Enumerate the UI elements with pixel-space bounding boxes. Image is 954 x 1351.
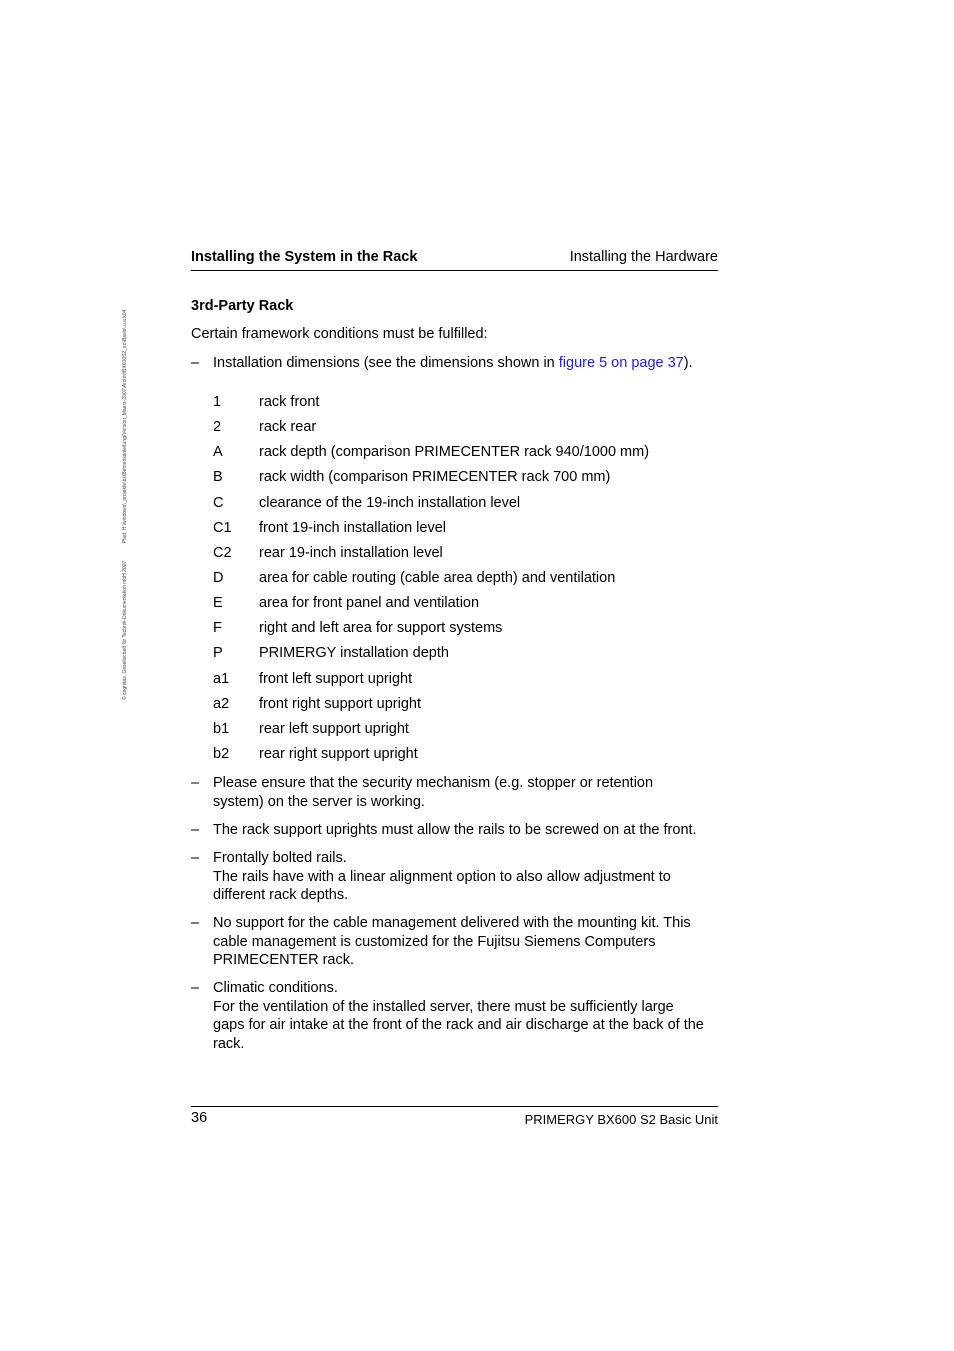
bullet-item (191, 979, 731, 1053)
intro-paragraph: Certain framework conditions must be fulfilled: (191, 326, 488, 342)
bullet-dash: – (191, 980, 200, 996)
legend-description: front right support upright (259, 695, 422, 712)
bullet-line: gaps for air intake at the front of the rack and air discharge at the back of the (213, 1017, 704, 1033)
bullet-item (191, 914, 731, 970)
legend-row (213, 393, 718, 418)
legend-row (213, 418, 718, 443)
legend-row (213, 745, 718, 770)
bullet-text (213, 914, 731, 970)
header-chapter-title: Installing the System in the Rack (191, 249, 418, 265)
bullet-line: The rails have with a linear alignment option to also allow adjustment to (213, 868, 671, 885)
legend-description: rack rear (259, 419, 317, 436)
header-section-title: Installing the Hardware (569, 249, 718, 265)
legend-description: area for front panel and ventilation (259, 595, 480, 612)
legend-row (213, 644, 718, 669)
file-path-note: Pfad: H:\windows\_projekte\bx\Betriebsanleitung\Version_Maerz-2007\Archiv\BX600S2_en\Basis\.u.a.k04 (122, 309, 128, 544)
bullet-dash: – (191, 915, 200, 931)
bullet-text (213, 774, 731, 811)
side-margin-note (122, 240, 128, 700)
legend-key: E (213, 595, 223, 612)
bullet-line: different rack depths. (213, 887, 349, 903)
legend-description: rear left support upright (259, 720, 409, 737)
legend-key: C (213, 494, 224, 511)
legend-key: a1 (213, 670, 230, 687)
legend-description: rear 19-inch installation level (259, 544, 443, 561)
legend-key: C1 (213, 519, 232, 536)
bullet-line: rack. (213, 1035, 245, 1052)
page-header (191, 248, 718, 271)
legend-key: a2 (213, 695, 230, 712)
bullet-dash: – (191, 775, 200, 791)
legend-row (213, 468, 718, 493)
legend-key: b1 (213, 720, 230, 737)
legend-description: area for cable routing (cable area depth) and ventilation (259, 569, 616, 586)
bullet-line: For the ventilation of the installed server, there must be sufficiently large (213, 998, 674, 1015)
legend-description: rear right support upright (259, 745, 418, 762)
legend-row (213, 443, 718, 468)
legend-key: 2 (213, 419, 222, 436)
page-footer (191, 1106, 718, 1131)
legend-row (213, 695, 718, 720)
legend-key: C2 (213, 544, 232, 561)
legend-key: 1 (213, 394, 222, 410)
bullet-line: PRIMECENTER rack. (213, 952, 354, 968)
legend-description: clearance of the 19-inch installation level (259, 494, 521, 511)
bullet-line: system) on the server is working. (213, 793, 425, 810)
bullet-item (191, 849, 731, 905)
product-name: PRIMERGY BX600 S2 Basic Unit (524, 1112, 718, 1127)
bullet-installation-dimensions (191, 354, 731, 373)
legend-row (213, 544, 718, 569)
legend-description: front left support upright (259, 670, 413, 687)
bullet-item (191, 774, 731, 811)
legend-key: b2 (213, 745, 230, 762)
legend-row (213, 494, 718, 519)
legend-row (213, 519, 718, 544)
bullet-text (213, 354, 731, 373)
legend-key: B (213, 469, 223, 486)
legend-description: PRIMERGY installation depth (259, 645, 449, 662)
legend-row (213, 720, 718, 745)
bullet-text-before: Installation dimensions (see the dimensions shown in (213, 355, 559, 371)
legend-key: D (213, 569, 224, 586)
legend-description: rack depth (comparison PRIMECENTER rack 940/1000 mm) (259, 444, 650, 461)
figure-legend-list (213, 393, 718, 770)
bullet-text (213, 821, 731, 840)
bullet-line: No support for the cable management delivered with the mounting kit. This (213, 915, 691, 931)
legend-row (213, 670, 718, 695)
legend-key: A (213, 444, 223, 461)
legend-description: front 19-inch installation level (259, 519, 446, 536)
bullet-text (213, 979, 731, 1053)
legend-description: rack front (259, 394, 320, 410)
legend-description: rack width (comparison PRIMECENTER rack 700 mm) (259, 469, 611, 486)
bullet-line: Please ensure that the security mechanism (e.g. stopper or retention (213, 775, 654, 791)
bullet-dash: – (191, 355, 200, 371)
legend-description: right and left area for support systems (259, 620, 503, 637)
legend-row (213, 569, 718, 594)
bullet-text-after: ). (683, 355, 693, 371)
bullet-line: Climatic conditions. (213, 980, 338, 996)
bullet-dash: – (191, 822, 200, 838)
bullet-line: The rack support uprights must allow the rails to be screwed on at the front. (213, 822, 697, 838)
legend-key: P (213, 645, 223, 662)
figure-reference-link[interactable]: figure 5 on page 37 (558, 355, 684, 371)
legend-row (213, 594, 718, 619)
bullet-line: Frontally bolted rails. (213, 850, 347, 866)
bullet-line: cable management is customized for the Fujitsu Siemens Computers (213, 933, 656, 950)
bullet-text (213, 849, 731, 905)
bullet-dash: – (191, 850, 200, 866)
bullet-item (191, 821, 731, 840)
section-title: 3rd-Party Rack (191, 298, 294, 314)
legend-row (213, 619, 718, 644)
legend-key: F (213, 620, 222, 637)
page-number: 36 (191, 1110, 208, 1126)
copyright-note: © cognitas. Gesellschaft für Technik-Dokumentation mbH 2007 (122, 560, 128, 700)
